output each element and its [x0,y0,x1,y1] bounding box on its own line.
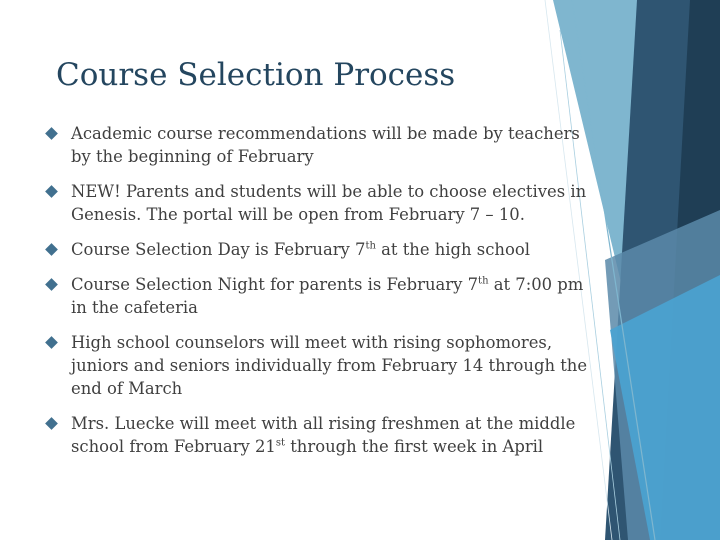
diamond-bullet-icon [45,417,58,430]
bullet-text: High school counselors will meet with rising sophomores, juniors and seniors individually from February 14 through the end of March [71,333,588,398]
bullet-text: through the first week in April [285,437,544,456]
bullet-text: Academic course recommendations will be made by teachers by the beginning of February [71,124,580,166]
bullet-item [43,238,603,261]
bullet-list [43,122,603,470]
slide-title: Course Selection Process [56,57,456,93]
bullet-text: Mrs. Luecke will meet with all rising freshmen at the middle school from February 21 [71,414,576,456]
bullet-text: at the high school [375,240,530,259]
diamond-bullet-icon [45,243,58,256]
diamond-bullet-icon [45,185,58,198]
ordinal-suffix: th [365,240,376,252]
bullet-item [43,180,603,226]
bullet-text: at 7:00 pm in the cafeteria [71,275,584,317]
ordinal-suffix: st [275,437,286,449]
bullet-item [43,331,603,400]
bullet-text: Course Selection Night for parents is February 7 [71,275,479,294]
bullet-item [43,412,603,458]
bullet-item [43,122,603,168]
bullet-text: Course Selection Day is February 7 [71,240,366,259]
bullet-item [43,273,603,319]
diamond-bullet-icon [45,336,58,349]
ordinal-suffix: th [478,275,489,287]
diamond-bullet-icon [45,278,58,291]
diamond-bullet-icon [45,127,58,140]
bullet-text: NEW! Parents and students will be able to choose electives in Genesis. The portal will be open from February 7 – 10. [71,182,587,224]
